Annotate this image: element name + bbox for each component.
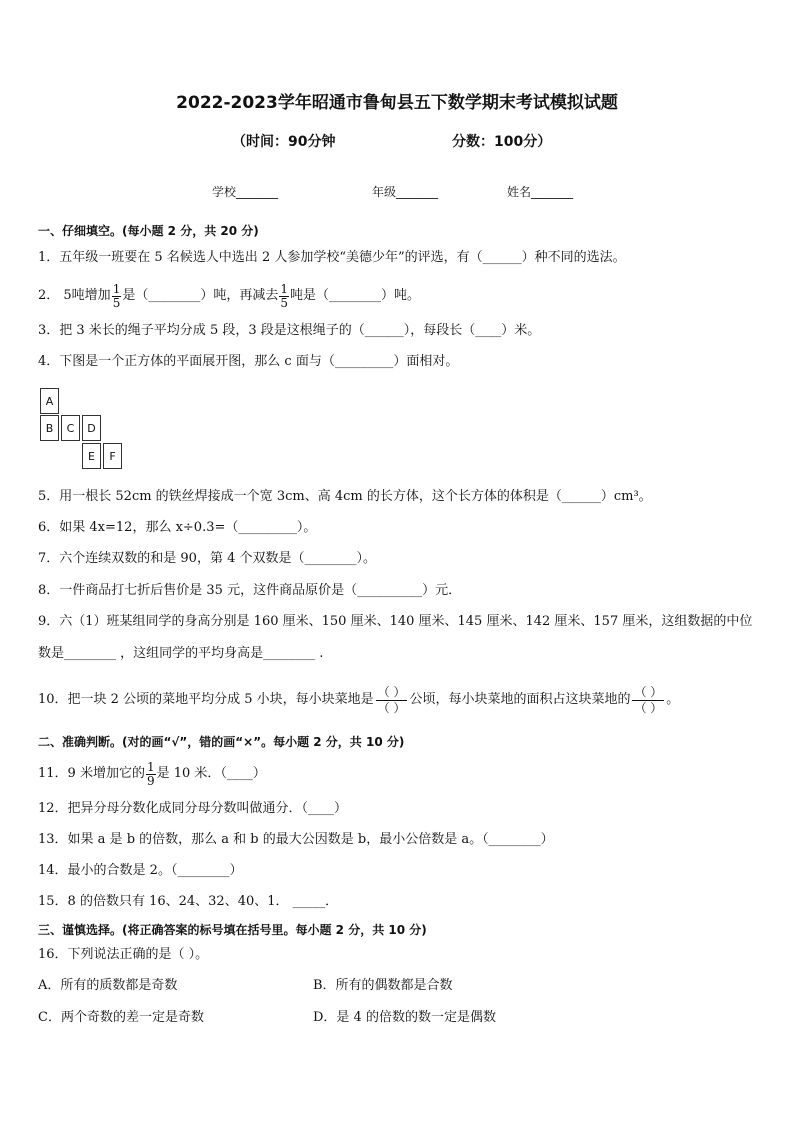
- question-2-part-2: 是（________）吨，再减去: [122, 288, 279, 303]
- fraction-one-fifth: [112, 283, 122, 310]
- question-2: [38, 276, 420, 316]
- fraction-numerator: （ ）: [634, 684, 663, 699]
- fraction-denominator: （ ）: [634, 700, 663, 715]
- question-10-part-2: 公顷，每小块菜地的面积占这块菜地的: [409, 692, 631, 707]
- question-14: 14．最小的合数是 2。（________）: [38, 863, 243, 878]
- net-face-f: F: [103, 443, 122, 469]
- net-face-e: E: [82, 443, 101, 469]
- question-2-part-3: 吨是（________）吨。: [289, 288, 420, 303]
- question-8: 8．一件商品打七折后售价是 35 元，这件商品原价是（__________）元．: [38, 583, 462, 598]
- fraction-denominator: 5: [112, 295, 121, 310]
- section-2-heading: 二、准确判断。(对的画“√”，错的画“×”。每小题 2 分，共 10 分): [38, 735, 405, 749]
- page-title: 2022-2023学年昭通市鲁甸县五下数学期末考试模拟试题: [176, 93, 618, 113]
- question-4: 4．下图是一个正方体的平面展开图，那么 c 面与（_________）面相对。: [38, 354, 459, 369]
- fraction-one-ninth: [146, 761, 156, 788]
- school-field: 学校_______: [212, 185, 279, 199]
- question-5: 5．用一根长 52cm 的铁丝焊接成一个宽 3cm、高 4cm 的长方体，这个长方体的体积是（______）cm³。: [38, 489, 652, 504]
- net-face-d: D: [82, 415, 101, 441]
- section-3-heading: 三、谨慎选择。(将正确答案的标号填在括号里。每小题 2 分，共 10 分): [38, 923, 427, 937]
- fraction-one-fifth: [279, 283, 289, 310]
- question-6: 6．如果 4x=12，那么 x÷0.3=（_________）。: [38, 520, 317, 535]
- fraction-numerator: 1: [280, 281, 288, 296]
- question-9-line-1: 9．六（1）班某组同学的身高分别是 160 厘米、150 厘米、140 厘米、145 厘米、142 厘米、157 厘米，这组数据的中位: [38, 614, 753, 629]
- question-9-line-2: 数是________ ，这组同学的平均身高是________ .: [38, 646, 324, 661]
- question-15: 15．8 的倍数只有 16、24、32、40、1． _____．: [38, 894, 339, 909]
- question-3: 3．把 3 米长的绳子平均分成 5 段，3 段是这根绳子的（______），每段长（____）米。: [38, 323, 541, 338]
- option-c: C．两个奇数的差一定是奇数: [38, 1010, 204, 1025]
- section-1-heading: 一、仔细填空。(每小题 2 分，共 20 分): [38, 224, 259, 238]
- question-2-part-1: 2． 5吨增加: [38, 288, 111, 303]
- net-face-c: C: [61, 415, 80, 441]
- option-a: A．所有的质数都是奇数: [38, 978, 178, 993]
- question-10: [38, 678, 679, 722]
- fraction-numerator: 1: [112, 281, 121, 296]
- question-1: 1．五年级一班要在 5 名候选人中选出 2 人参加学校“美德少年”的评选，有（______）种不同的选法。: [38, 250, 626, 265]
- exam-score: 分数：100分）: [452, 134, 552, 150]
- option-b: B．所有的偶数都是合数: [313, 978, 453, 993]
- option-d: D．是 4 的倍数的数一定是偶数: [313, 1010, 496, 1025]
- question-11: [38, 756, 266, 792]
- question-10-part-3: 。: [666, 692, 680, 707]
- question-11-part-2: 是 10 米．（____）: [156, 766, 266, 781]
- question-10-part-1: 10．把一块 2 公顷的菜地平均分成 5 小块，每小块菜地是: [38, 692, 374, 707]
- fraction-denominator: 5: [280, 295, 288, 310]
- fraction-denominator: （ ）: [377, 700, 406, 715]
- exam-time: （时间：90分钟: [232, 134, 336, 150]
- fraction-numerator: （ ）: [377, 684, 406, 699]
- question-12: 12．把异分母分数化成同分母分数叫做通分．（____）: [38, 801, 348, 816]
- net-face-a: A: [40, 388, 59, 414]
- grade-field: 年级_______: [372, 185, 439, 199]
- fraction-numerator: 1: [146, 759, 155, 774]
- question-7: 7．六个连续双数的和是 90，第 4 个双数是（________）。: [38, 551, 376, 566]
- net-face-b: B: [40, 415, 59, 441]
- question-16: 16．下列说法正确的是（ ）。: [38, 947, 209, 962]
- blank-fraction: [376, 685, 408, 716]
- question-13: 13．如果 a 是 b 的倍数，那么 a 和 b 的最大公因数是 b，最小公倍数是 a。（________）: [38, 832, 554, 847]
- blank-fraction: [632, 685, 664, 716]
- name-field: 姓名_______: [507, 185, 574, 199]
- question-11-part-1: 11．9 米增加它的: [38, 766, 145, 781]
- fraction-denominator: 9: [146, 773, 155, 788]
